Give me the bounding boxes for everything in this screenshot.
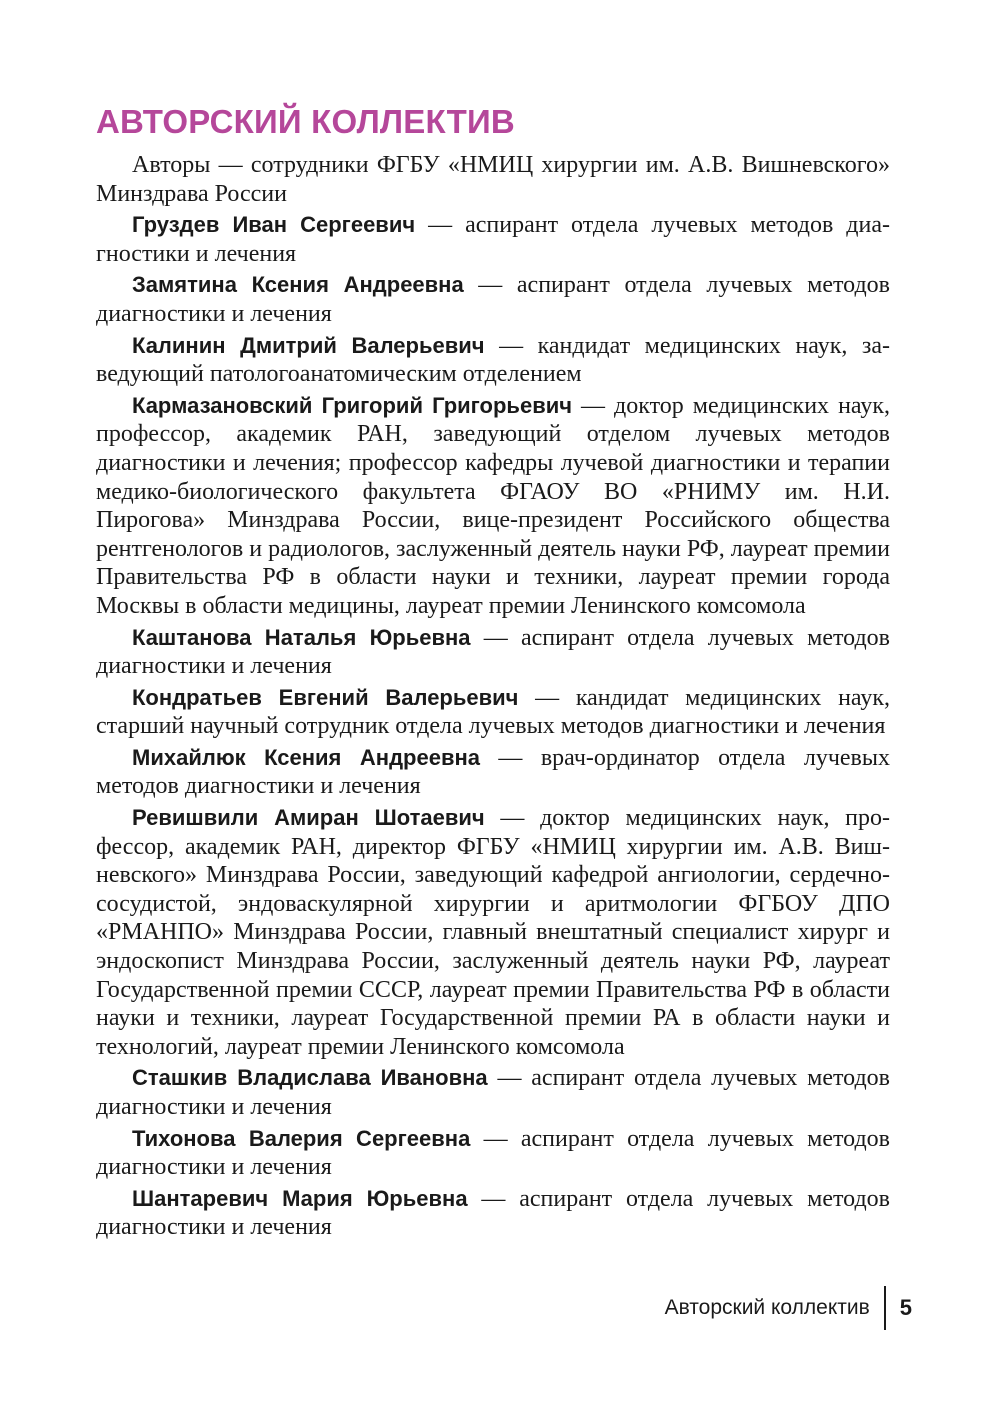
author-name: Кармазановский Григорий Григорьевич bbox=[132, 392, 573, 418]
author-entry bbox=[96, 804, 890, 1061]
author-entry bbox=[96, 684, 890, 741]
author-entry bbox=[96, 1185, 890, 1242]
author-description: — аспирант отдела лучевых методов диагностики и лечения bbox=[96, 624, 890, 680]
author-name: Михайлюк Ксения Андреевна bbox=[132, 744, 481, 770]
author-name: Кондратьев Евгений Валерьевич bbox=[132, 684, 519, 710]
author-entry bbox=[96, 624, 890, 681]
author-entry bbox=[96, 332, 890, 389]
page-title: АВТОРСКИЙ КОЛЛЕКТИВ bbox=[96, 103, 515, 140]
author-description: — доктор медицинских наук, профессор, академик РАН, директор ФГБУ «НМИЦ хирургии им. А.В. Вишневского» Минздрава России, заведующий кафедрой ангиологии, сердечно-сосудистой, эндоваскулярной хирургии и аритмологии ФГБОУ ДПО «РМАНПО» Минздрава России, главный внештатный специалист хирург и эндоскопист Минздрава России, заслуженный деятель науки РФ, лауреат Государственной премии СССР, лауреат премии Правительства РФ в области науки и техники, лауреат Государственной премии РА в области науки и технологий, лауреат премии Ленинского комсомола bbox=[96, 805, 891, 1060]
author-description: — аспирант отдела лучевых методов диагностики и лечения bbox=[96, 212, 890, 267]
page-number: 5 bbox=[899, 1295, 912, 1320]
author-description: — аспирант отдела лучевых методов диагностики и лечения bbox=[96, 1065, 890, 1120]
author-entry bbox=[96, 392, 890, 621]
author-description: — кандидат медицинских наук, старший научный сотрудник отдела лучевых методов диагностики и лечения bbox=[96, 684, 891, 740]
author-entry bbox=[96, 744, 890, 801]
running-footer-title: Авторский коллектив bbox=[664, 1296, 870, 1319]
author-name: Груздев Иван Сергеевич bbox=[132, 212, 416, 238]
author-entry bbox=[96, 211, 890, 268]
author-description: — доктор медицинских наук, профессор, академик РАН, заведующий отделом лучевых методов диагностики и лечения; профессор кафедры лучевой диагностики и терапии медико-биологического факультета ФГАОУ ВО «РНИМУ им. Н.И. Пирогова» Минздрава России, вице-президент Российского общества рентгенологов и радиологов, заслуженный деятель науки РФ, лауреат премии Правительства РФ в области науки и техники, лауреат премии города Москвы в области медицины, лауреат премии Ленинского комсомола bbox=[96, 392, 891, 619]
author-name: Тихонова Валерия Сергеевна bbox=[132, 1125, 471, 1151]
author-entry bbox=[96, 271, 890, 328]
author-name: Ревишвили Амиран Шотаевич bbox=[132, 805, 485, 831]
author-description: — кандидат медицинских наук, заведующий патологоанатомическим отделением bbox=[96, 332, 890, 388]
page-content bbox=[96, 102, 890, 1245]
author-name: Шантаревич Мария Юрьевна bbox=[132, 1185, 468, 1211]
author-description: — аспирант отдела лучевых методов диагностики и лечения bbox=[96, 1125, 891, 1181]
author-name: Калинин Дмитрий Валерьевич bbox=[132, 332, 485, 358]
intro-paragraph: Авторы — сотрудники ФГБУ «НМИЦ хирургии им. А.В. Вишневского» Минздрава России bbox=[96, 152, 890, 207]
author-name: Каштанова Наталья Юрьевна bbox=[132, 624, 471, 650]
author-description: — врач-ординатор отдела лучевых методов диагностики и лечения bbox=[96, 744, 891, 800]
author-description: — аспирант отдела лучевых методов диагностики и лечения bbox=[96, 272, 891, 327]
author-description: — аспирант отдела лучевых методов диагностики и лечения bbox=[96, 1185, 890, 1241]
author-entry bbox=[96, 1064, 890, 1121]
page-footer bbox=[665, 1286, 912, 1330]
author-list bbox=[96, 211, 890, 1242]
author-entry bbox=[96, 1125, 890, 1182]
author-name: Сташкив Владислава Ивановна bbox=[132, 1065, 488, 1091]
author-name: Замятина Ксения Андреевна bbox=[132, 272, 464, 298]
